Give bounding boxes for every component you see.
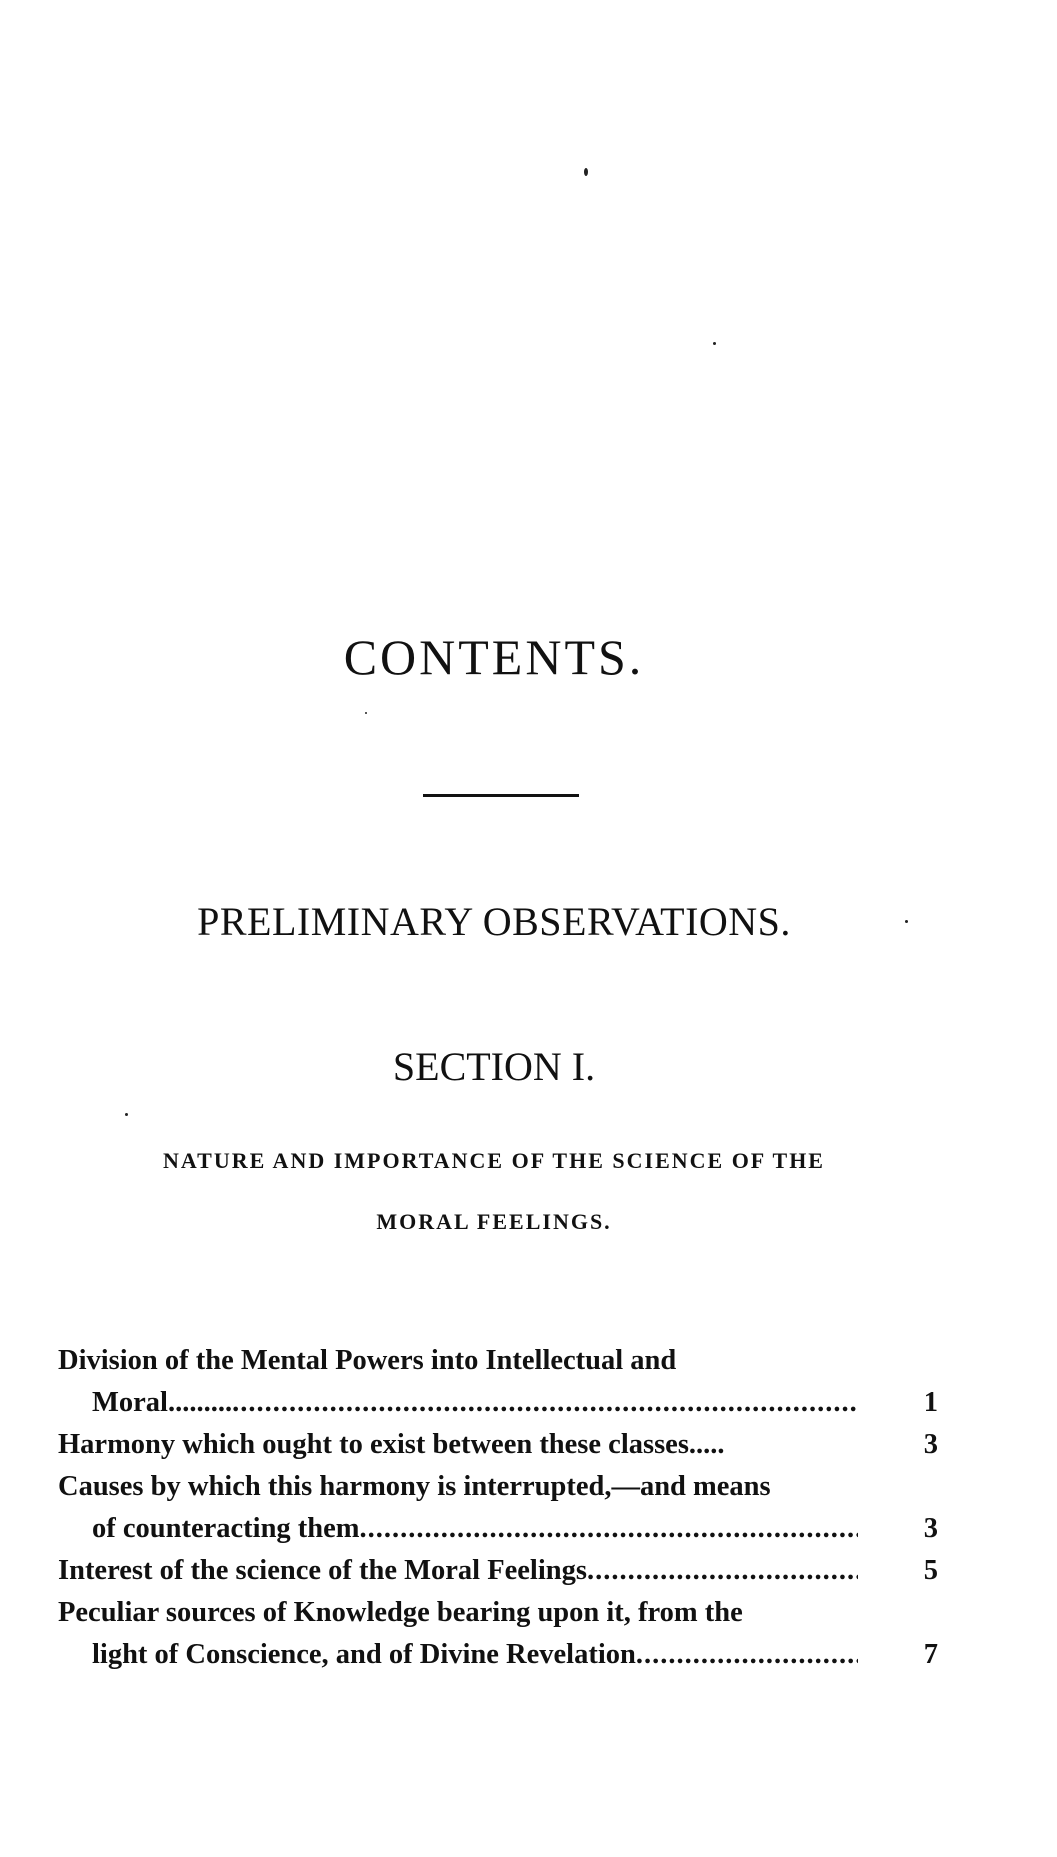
dot-leader (636, 1634, 858, 1676)
toc-entry-text-continued: Moral......... ..... (58, 1382, 858, 1424)
toc-entry (58, 1466, 938, 1550)
toc-entry-text: Peculiar sources of Knowledge bearing upon it, from the (58, 1597, 743, 1628)
page-title: CONTENTS. (343, 629, 645, 685)
section-title: SECTION I. (392, 1044, 596, 1089)
print-speck (584, 168, 588, 176)
toc-entry-text-continued: of counteracting them ..... (58, 1508, 858, 1550)
toc-page-number: 5 (923, 1555, 938, 1586)
table-of-contents (58, 1340, 938, 1676)
dot-leader (360, 1508, 858, 1550)
print-speck (713, 342, 716, 345)
toc-page-number: 7 (923, 1639, 938, 1670)
toc-page-number: 3 (923, 1429, 938, 1460)
toc-entry (58, 1550, 938, 1592)
toc-page-number: 3 (923, 1513, 938, 1544)
section-subtitle-line-2: MORAL FEELINGS. (376, 1209, 612, 1234)
toc-entry-text-continued: light of Conscience, and of Divine Revelation ..... (58, 1634, 858, 1676)
toc-entry (58, 1424, 938, 1466)
toc-entry (58, 1340, 938, 1424)
toc-entry (58, 1592, 938, 1676)
toc-entry-text: Harmony which ought to exist between these classes..... (58, 1429, 725, 1460)
print-speck (125, 1113, 128, 1116)
toc-entry-text: Causes by which this harmony is interrupted,—and means (58, 1471, 771, 1502)
part-title: PRELIMINARY OBSERVATIONS. (197, 899, 791, 944)
print-speck (365, 712, 367, 714)
dot-leader (232, 1382, 858, 1424)
toc-entry-text: Interest of the science of the Moral Feelings ..... (58, 1550, 858, 1592)
toc-entry-text: Division of the Mental Powers into Intellectual and (58, 1345, 677, 1376)
section-subtitle-line-1: NATURE AND IMPORTANCE OF THE SCIENCE OF THE (163, 1148, 825, 1173)
title-divider (423, 794, 579, 797)
dot-leader (587, 1550, 858, 1592)
toc-page-number: 1 (923, 1387, 938, 1418)
